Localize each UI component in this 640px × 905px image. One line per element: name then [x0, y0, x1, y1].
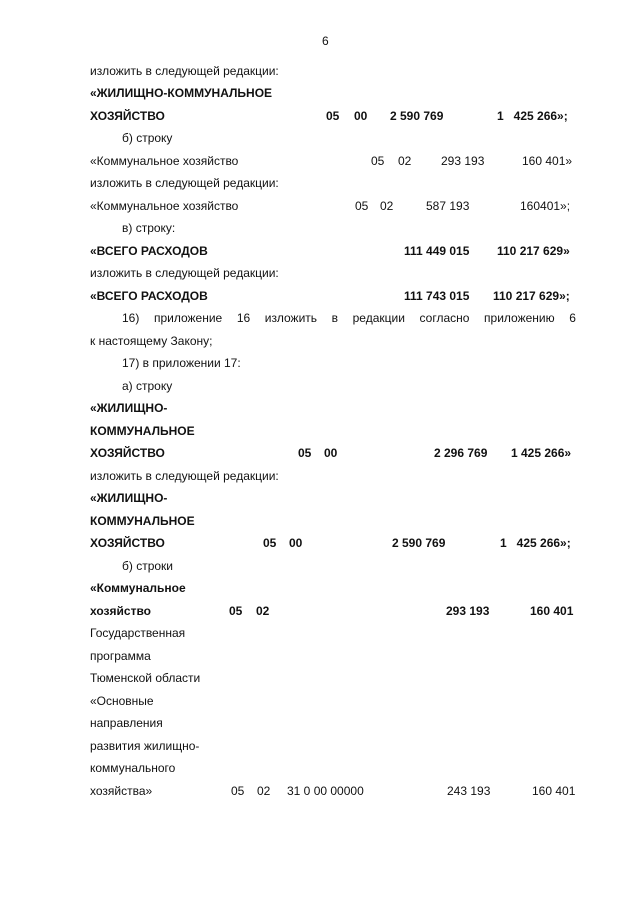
row-value-1: 2 590 769	[392, 536, 446, 550]
section-heading: КОММУНАЛЬНОЕ	[90, 424, 195, 438]
row-rz: 05	[229, 604, 243, 618]
row-pr: 02	[256, 604, 270, 618]
text-line: к настоящему Закону;	[90, 334, 213, 348]
text-line: Государственная	[90, 626, 186, 640]
word: приложению	[484, 311, 555, 325]
row-value-1: 111 449 015	[404, 244, 470, 258]
row-value-1: 2 590 769	[390, 109, 444, 123]
row-value-2: 1 425 266»;	[497, 109, 568, 123]
row-value-1: 243 193	[447, 784, 491, 798]
row-name: хозяйства»	[90, 784, 153, 798]
text-line: изложить в следующей редакции:	[90, 469, 279, 483]
text-line: б) строку	[122, 131, 173, 145]
text-line: изложить в следующей редакции:	[90, 266, 279, 280]
text-line: 17) в приложении 17:	[122, 356, 241, 370]
text-line: а) строку	[122, 379, 173, 393]
text-line: «Основные	[90, 694, 154, 708]
row-name: «ВСЕГО РАСХОДОВ	[90, 289, 208, 303]
row-rz: 05	[263, 536, 277, 550]
row-rz: 05	[326, 109, 340, 123]
row-value-1: 293 193	[446, 604, 490, 618]
word: в	[331, 311, 339, 325]
word: 16	[236, 311, 251, 325]
row-value-2: 1 425 266»	[511, 446, 572, 460]
row-value-2: 1 425 266»;	[500, 536, 571, 550]
row-rz: 05	[371, 154, 385, 168]
row-name: ХОЗЯЙСТВО	[90, 446, 165, 460]
text-line: Тюменской области	[90, 671, 201, 685]
section-heading: «ЖИЛИЩНО-	[90, 401, 168, 415]
section-heading: «ЖИЛИЩНО-КОММУНАЛЬНОЕ	[90, 86, 273, 100]
row-value-1: 111 743 015	[404, 289, 470, 303]
row-value-1: 2 296 769	[434, 446, 488, 460]
row-value-2: 110 217 629»;	[493, 289, 570, 303]
text-line: б) строки	[122, 559, 173, 573]
word: изложить	[264, 311, 318, 325]
row-name: ХОЗЯЙСТВО	[90, 536, 165, 550]
row-value-2: 110 217 629»	[497, 244, 570, 258]
word: согласно	[419, 311, 470, 325]
word: 6	[569, 311, 576, 325]
row-value-2: 160 401	[532, 784, 576, 798]
section-heading: КОММУНАЛЬНОЕ	[90, 514, 195, 528]
row-pr: 02	[257, 784, 271, 798]
row-name: «Коммунальное хозяйство	[90, 199, 239, 213]
row-name: «ВСЕГО РАСХОДОВ	[90, 244, 208, 258]
text-line: коммунального	[90, 761, 176, 775]
row-value-1: 293 193	[441, 154, 485, 168]
section-heading: «ЖИЛИЩНО-	[90, 491, 168, 505]
row-rz: 05	[355, 199, 369, 213]
text-line: изложить в следующей редакции:	[90, 64, 279, 78]
text-line: в) строку:	[122, 221, 176, 235]
row-pr: 00	[324, 446, 338, 460]
row-value-2: 160 401»	[522, 154, 573, 168]
page-number: 6	[322, 34, 329, 48]
row-pr: 02	[380, 199, 394, 213]
row-rz: 05	[231, 784, 245, 798]
row-name: «Коммунальное хозяйство	[90, 154, 239, 168]
row-name: ХОЗЯЙСТВО	[90, 109, 165, 123]
text-line: изложить в следующей редакции:	[90, 176, 279, 190]
row-value-2: 160 401	[530, 604, 574, 618]
row-value-1: 587 193	[426, 199, 470, 213]
justified-line	[122, 311, 576, 325]
row-name: хозяйство	[90, 604, 151, 618]
row-pr: 00	[289, 536, 303, 550]
text-line: программа	[90, 649, 151, 663]
word: редакции	[352, 311, 405, 325]
row-csr: 31 0 00 00000	[287, 784, 364, 798]
text-line: направления	[90, 716, 163, 730]
word: приложение	[153, 311, 223, 325]
row-pr: 02	[398, 154, 412, 168]
text-line: развития жилищно-	[90, 739, 200, 753]
row-value-2: 160401»;	[520, 199, 571, 213]
row-rz: 05	[298, 446, 312, 460]
row-pr: 00	[354, 109, 368, 123]
section-heading: «Коммунальное	[90, 581, 186, 595]
word: 16)	[122, 311, 140, 325]
